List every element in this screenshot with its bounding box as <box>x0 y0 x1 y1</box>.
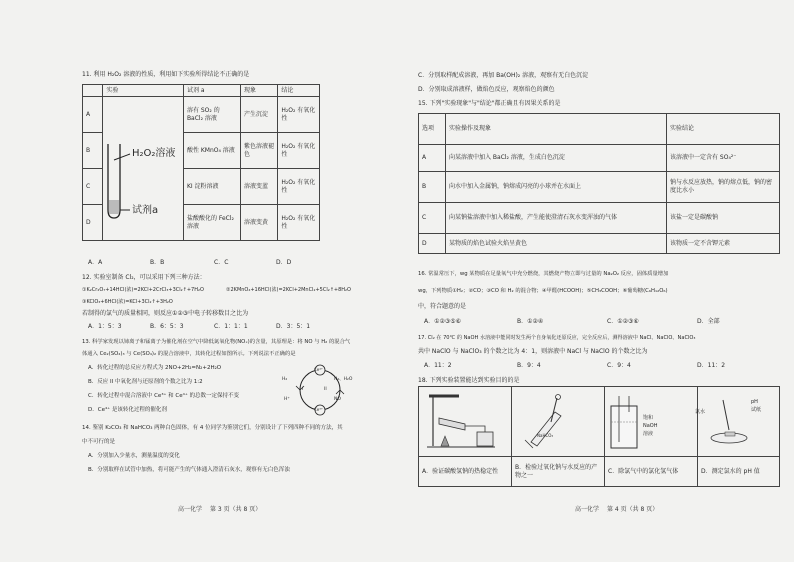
q17-opt-d: D．11：2 <box>697 362 726 369</box>
q13-stem: 13. 科学家发现以铈离子和锰离子为催化剂在空气中降低氮氧化物(NOₓ)的含量，其原理是：将 NO 与 H₂ 的混合气 <box>82 339 351 345</box>
q13-cycle-right-upper: NO <box>334 397 341 402</box>
reagent-liquid <box>109 200 119 214</box>
q18-opt-d: D．测定氯水的 pH 值 <box>698 457 780 487</box>
q13-cycle-right: N₂、H₂O <box>334 377 353 382</box>
left-footer-page: 第 3 页（共 8 页） <box>210 506 262 513</box>
q13-cycle-roman1: I <box>302 387 304 392</box>
q11-row-b-phen: 紫色溶液褪色 <box>240 133 277 169</box>
right-footer-subject: 高一化学 <box>575 506 600 513</box>
q15-row-c-concl: 该盐一定是碳酸钠 <box>667 203 780 234</box>
q11-opt-a: A．A <box>88 259 103 266</box>
q15-row-c-label: C <box>419 203 446 234</box>
q18-opt-b: B．检验过氧化钠与水反应的产物之一 <box>512 457 605 487</box>
q12-opt-d: D．3：5：1 <box>276 323 311 330</box>
q11-row-b-label: B <box>83 133 103 169</box>
q11-opt-b: B．B <box>150 259 165 266</box>
q15-row-d-label: D <box>419 234 446 254</box>
q12-eq1: ①K₂Cr₂O₇+14HCl(浓)=2KCl+2CrCl₃+3Cl₂↑+7H₂O <box>82 287 204 293</box>
q11-row-c-label: C <box>83 169 103 205</box>
q11-row-c-reagent: KI 淀粉溶液 <box>183 169 240 205</box>
q11-diagram-bottom-label: 试剂a <box>132 205 159 216</box>
q18-opt-c: C．除氯气中的氯化氢气体 <box>605 457 698 487</box>
q17-opt-b: B．9：4 <box>517 362 541 369</box>
q11-row-b-reagent: 酸性 KMnO₄ 溶液 <box>183 133 240 169</box>
q18-c-label-2: NaOH <box>643 423 658 429</box>
q14-opt-b: B．分别取样在试管中加热，将可能产生的气体通入澄清石灰水，观察有无白色浑浊 <box>88 467 290 473</box>
q16-opt-a: A．①②③⑤⑥ <box>424 318 461 325</box>
q13-opt-a: A．转化过程的总反应方程式为 2NO+2H₂=N₂+2H₂O <box>88 365 222 371</box>
q17-stem: 17. Cl₂ 在 70℃ 的 NaOH 水溶液中能同时发生两个自身氧化还原反应，完全反应后，测得溶液中 NaCl、NaClO、NaClO₃ <box>418 335 696 341</box>
q11-row-a-reagent: 溶有 SO₂ 的 BaCl₂ 溶液 <box>183 97 240 133</box>
q11-row-a-concl: H₂O₂ 有氧化性 <box>278 97 320 133</box>
q12-eq3: ③KClO₃+6HCl(浓)=KCl+3Cl₂↑+3H₂O <box>82 299 173 305</box>
q15-row-c-op: 向某钠盐溶液中加入稀盐酸，产生能使澄清石灰水变浑浊的气体 <box>446 203 667 234</box>
q11-diagram-top-label: H₂O₂溶液 <box>132 148 176 159</box>
q18-heating-apparatus-icon <box>425 392 505 452</box>
q11-header-phen: 现象 <box>240 85 277 97</box>
q15-header-option: 选项 <box>419 114 446 145</box>
q12-opt-c: C．1：1：1 <box>214 323 248 330</box>
q12-ask: 若制得的氯气的质量相同，则反应①②③中电子转移数目之比为 <box>82 310 249 317</box>
q15-row-a-op: 向某溶液中加入 BaCl₂ 溶液，生成白色沉淀 <box>446 145 667 172</box>
q12-stem: 12. 实验室制备 Cl₂，可以采用下列三种方法： <box>82 274 206 281</box>
q13-stem2: 体通入 Ce₂(SO₄)₃ 与 Ce(SO₄)₂ 的混合溶液中，其转化过程如图所示。下列说法不正确的是 <box>82 351 296 357</box>
q15-row-b-label: B <box>419 172 446 203</box>
q15-header-concl: 实验结论 <box>667 114 780 145</box>
q18-d-label-1: 氯水 <box>695 409 706 415</box>
q11-row-d-label: D <box>83 205 103 241</box>
q15-row-a-label: A <box>419 145 446 172</box>
q14-opt-d: D．分别取成溶液样，做焰色反应，观察焰色的颜色 <box>418 86 555 93</box>
q12-opt-b: B．6：5：3 <box>150 323 184 330</box>
q16-stem2: wg，下列物质①H₂；②CO；③CO 和 H₂ 的混合物；④甲醛(HCOOH)；⑤CH₃COOH；⑥葡萄糖(C₆H₁₂O₆) <box>418 288 668 294</box>
q18-c-label-3: 溶液 <box>643 431 654 437</box>
q11-stem: 11. 利用 H₂O₂ 溶液的性质，利用如下实验所得结论不正确的是 <box>82 71 250 78</box>
q14-stem: 14. 鉴别 K₂CO₃ 和 NaHCO₃ 两种白色固体，有 4 位同学为鉴别它们，分别设计了下列四种不同的方法，其 <box>82 425 343 431</box>
q18-opt-a: A．验证碳酸氢钠的热稳定性 <box>419 457 512 487</box>
q12-eq2: ②2KMnO₄+16HCl(浓)=2KCl+2MnCl₂+5Cl₂↑+8H₂O <box>226 287 351 293</box>
q13-cycle-roman2: II <box>324 387 327 392</box>
q17-opt-c: C．9：4 <box>607 362 631 369</box>
q18-b-label: NaHCO₃ <box>537 433 553 438</box>
q18-gas-washing-bottle-icon <box>597 392 677 452</box>
q15-table <box>418 113 780 254</box>
q11-header-concl: 结论 <box>278 85 320 97</box>
q15-row-b-concl: 钠与水反应放热，钠的熔点低，钠的密度比水小 <box>667 172 780 203</box>
q13-opt-b: B．反应 II 中氧化剂与还原剂的个数之比为 1:2 <box>88 379 203 385</box>
q14-stem2: 中不可行的是 <box>82 439 116 445</box>
q13-cycle-left: H₂ <box>282 377 288 382</box>
q13-cycle-left-lower: H⁺ <box>284 397 290 402</box>
q18-c-label-1: 饱和 <box>643 415 654 421</box>
q15-row-a-concl: 该溶液中一定含有 SO₄²⁻ <box>667 145 780 172</box>
q15-stem: 15. 下列"实验现象"与"结论"都正确且有因果关系的是 <box>418 100 561 107</box>
q13-cycle-top: Ce⁴⁺ <box>314 367 323 372</box>
q11-header-exp: 实验 <box>103 85 184 97</box>
q13-opt-c: C．转化过程中混合溶液中 Ce³⁺ 和 Ce⁴⁺ 的总数一定保持不变 <box>88 393 239 399</box>
q11-opt-d: D．D <box>276 259 292 266</box>
left-footer-subject: 高一化学 <box>178 506 203 513</box>
q11-row-b-concl: H₂O₂ 有氧化性 <box>278 133 320 169</box>
q11-opt-c: C．C <box>214 259 229 266</box>
right-footer-page: 第 4 页（共 8 页） <box>607 506 659 513</box>
q13-cycle-bottom: Ce³⁺ <box>314 407 323 412</box>
q11-row-c-concl: H₂O₂ 有氧化性 <box>278 169 320 205</box>
q18-d-label-2: pH <box>751 399 758 405</box>
q16-opt-b: B．①②④ <box>517 318 544 325</box>
q11-row-c-phen: 溶液变蓝 <box>240 169 277 205</box>
q17-stem2: 共中 NaClO 与 NaClO₃ 的个数之比为 4：1，则溶液中 NaCl 与 NaClO 的个数之比为 <box>418 348 648 355</box>
q16-stem: 16. 常温常压下，wg 某物质在足量氧气中充分燃烧，其燃烧产物立即与过量的 Na₂O₂ 反应，固体质量增加 <box>418 271 669 277</box>
q17-opt-a: A．11：2 <box>424 362 452 369</box>
q13-opt-d: D．Ce⁴⁺ 是该转化过程的催化剂 <box>88 407 167 413</box>
q14-opt-a: A．分别加入少量水，测量温度的变化 <box>88 453 180 459</box>
q15-row-d-concl: 该物质一定不含钾元素 <box>667 234 780 254</box>
q11-header-reagent: 试剂 a <box>183 85 240 97</box>
q15-header-op: 实验操作及现象 <box>446 114 667 145</box>
top-pointer <box>114 154 130 160</box>
q18-stem: 18. 下列实验装置能达到实验目的的是 <box>418 377 520 384</box>
q14-opt-c: C．分别取样配成溶液，再加 Ba(OH)₂ 溶液，观察有无白色沉淀 <box>418 72 589 79</box>
q18-ph-test-apparatus-icon <box>683 392 773 452</box>
q15-row-b-op: 向水中加入金属钠，钠熔成闪亮的小球并在水面上 <box>446 172 667 203</box>
q15-row-d-op: 某物质的焰色试验火焰呈黄色 <box>446 234 667 254</box>
q18-test-tube-apparatus-icon <box>511 392 591 452</box>
q16-stem3: 中，符合题意的是 <box>418 303 467 310</box>
right-page <box>397 0 794 562</box>
q16-opt-d: D．全部 <box>697 318 720 325</box>
q11-row-d-concl: H₂O₂ 有氧化性 <box>278 205 320 241</box>
q11-row-a-phen: 产生沉淀 <box>240 97 277 133</box>
q11-row-a-label: A <box>83 97 103 133</box>
q11-row-d-phen: 溶液变黄 <box>240 205 277 241</box>
q16-opt-c: C．①②③⑥ <box>607 318 639 325</box>
q18-d-label-3: 试纸 <box>751 407 762 413</box>
q12-opt-a: A．1：5：3 <box>88 323 122 330</box>
q11-row-d-reagent: 盐酸酸化的 FeCl₂ 溶液 <box>183 205 240 241</box>
